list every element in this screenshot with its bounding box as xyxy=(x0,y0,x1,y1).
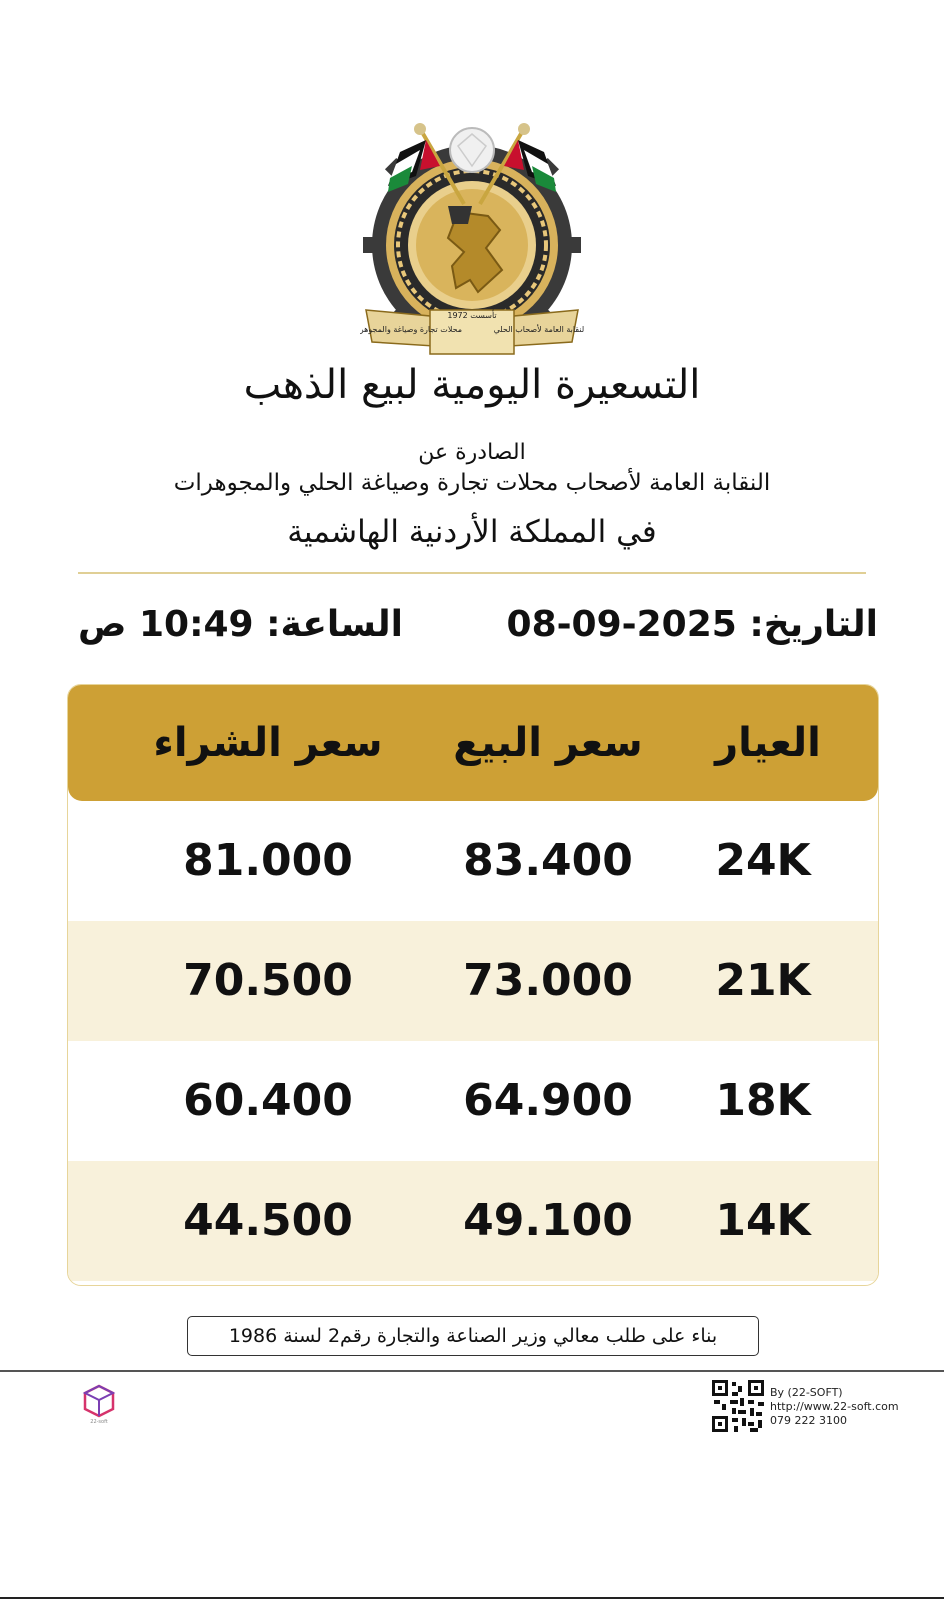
date-label: التاريخ: xyxy=(749,604,878,645)
issued-by-text: الصادرة عن xyxy=(418,440,526,465)
header-karat: العيار xyxy=(715,720,821,766)
22-soft-cube-icon xyxy=(82,1384,116,1424)
buy-price-cell: 70.500 xyxy=(183,955,353,1006)
gold-price-table xyxy=(67,684,879,1286)
sell-price-cell: 49.100 xyxy=(463,1195,633,1246)
buy-price-cell: 44.500 xyxy=(183,1195,353,1246)
svg-text:محلات تجارة وصياغة والمجوهرات: محلات تجارة وصياغة والمجوهرات xyxy=(360,325,463,334)
karat-cell: 24K xyxy=(715,835,811,886)
karat-cell: 21K xyxy=(715,955,811,1006)
syndicate-emblem-icon xyxy=(360,120,584,360)
svg-text:تأسست 1972: تأسست 1972 xyxy=(447,311,497,320)
karat-cell: 18K xyxy=(715,1075,811,1126)
organization-name: النقابة العامة لأصحاب محلات تجارة وصياغة الحلي والمجوهرات xyxy=(173,470,771,496)
date-value: 08-09-2025 xyxy=(506,604,737,645)
header-sell-price: سعر البيع xyxy=(453,720,643,766)
footer-divider xyxy=(0,1370,944,1372)
svg-text:22-soft: 22-soft xyxy=(90,1419,108,1424)
table-row xyxy=(68,1161,878,1281)
credits-url[interactable]: http://www.22-soft.com xyxy=(770,1400,899,1413)
table-header xyxy=(68,685,878,801)
ministry-note: بناء على طلب معالي وزير الصناعة والتجارة رقم2 لسنة 1986 xyxy=(187,1316,759,1356)
time-display xyxy=(78,604,403,645)
time-value: 10:49 ص xyxy=(78,604,254,645)
sell-price-cell: 83.400 xyxy=(463,835,633,886)
date-display xyxy=(507,604,878,645)
svg-text:النقابة العامة لأصحاب الحلي: النقابة العامة لأصحاب الحلي xyxy=(493,325,584,334)
credits-phone: 079 222 3100 xyxy=(770,1414,847,1427)
table-row xyxy=(68,1041,878,1161)
time-label: الساعة: xyxy=(266,604,403,645)
table-row xyxy=(68,801,878,921)
page-title: التسعيرة اليومية لبيع الذهب xyxy=(243,362,701,408)
buy-price-cell: 60.400 xyxy=(183,1075,353,1126)
sell-price-cell: 73.000 xyxy=(463,955,633,1006)
header-buy-price: سعر الشراء xyxy=(153,720,383,766)
sell-price-cell: 64.900 xyxy=(463,1075,633,1126)
credits-by: By (22-SOFT) xyxy=(770,1386,843,1399)
developer-credits xyxy=(770,1386,899,1428)
country-name: في المملكة الأردنية الهاشمية xyxy=(287,514,657,550)
karat-cell: 14K xyxy=(715,1195,811,1246)
qr-code-icon xyxy=(710,1378,766,1434)
buy-price-cell: 81.000 xyxy=(183,835,353,886)
table-row xyxy=(68,921,878,1041)
header-divider xyxy=(78,572,866,574)
